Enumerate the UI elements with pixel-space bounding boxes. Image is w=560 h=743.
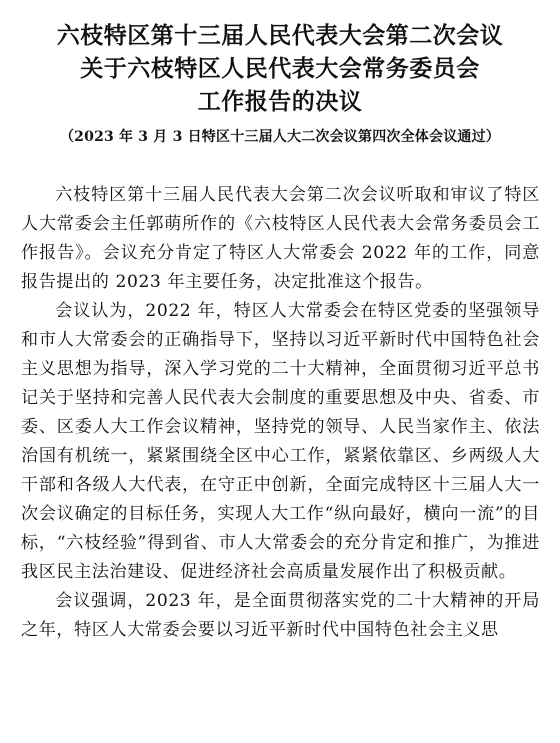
document-title (0, 0, 560, 119)
title-line-3: 工作报告的决议 (197, 89, 363, 115)
paragraph-1: 六枝特区第十三届人民代表大会第二次会议听取和审议了特区人大常委会主任郭萌所作的《六枝特区人民代表大会常务委员会工作报告》。会议充分肯定了特区人大常委会 2022 年的工作，同意报告提出的 2023 年主要任务，决定批准这个报告。 (21, 185, 540, 292)
paragraph-2: 会议认为，2022 年，特区人大常委会在特区党委的坚强领导和市人大常委会的正确指导下，坚持以习近平新时代中国特色社会主义思想为指导，深入学习党的二十大精神，全面贯彻习近平总书记关于坚持和完善人民代表大会制度的重要思想及中央、省委、市委、区委人大工作会议精神，坚持党的领导、人民当家作主、依法治国有机统一，紧紧围绕全区中心工作，紧紧依靠区、乡两级人大干部和各级人大代表，在守正中创新，全面完成特区十三届人大一次会议确定的目标任务，实现人大工作“纵向最好，横向一流”的目标，“六枝经验”得到省、市人大常委会的充分肯定和推广，为推进我区民主法治建设、促进经济社会高质量发展作出了积极贡献。 (21, 301, 540, 582)
title-line-2: 关于六枝特区人民代表大会常务委员会 (80, 56, 480, 82)
document-subtitle: （2023 年 3 月 3 日特区十三届人大二次会议第四次全体会议通过） (59, 129, 501, 145)
document-body (0, 181, 560, 645)
title-line-1: 六枝特区第十三届人民代表大会第二次会议 (56, 23, 504, 49)
paragraph-3: 会议强调，2023 年，是全面贯彻落实党的二十大精神的开局之年，特区人大常委会要以习近平新时代中国特色社会主义思 (21, 591, 540, 640)
